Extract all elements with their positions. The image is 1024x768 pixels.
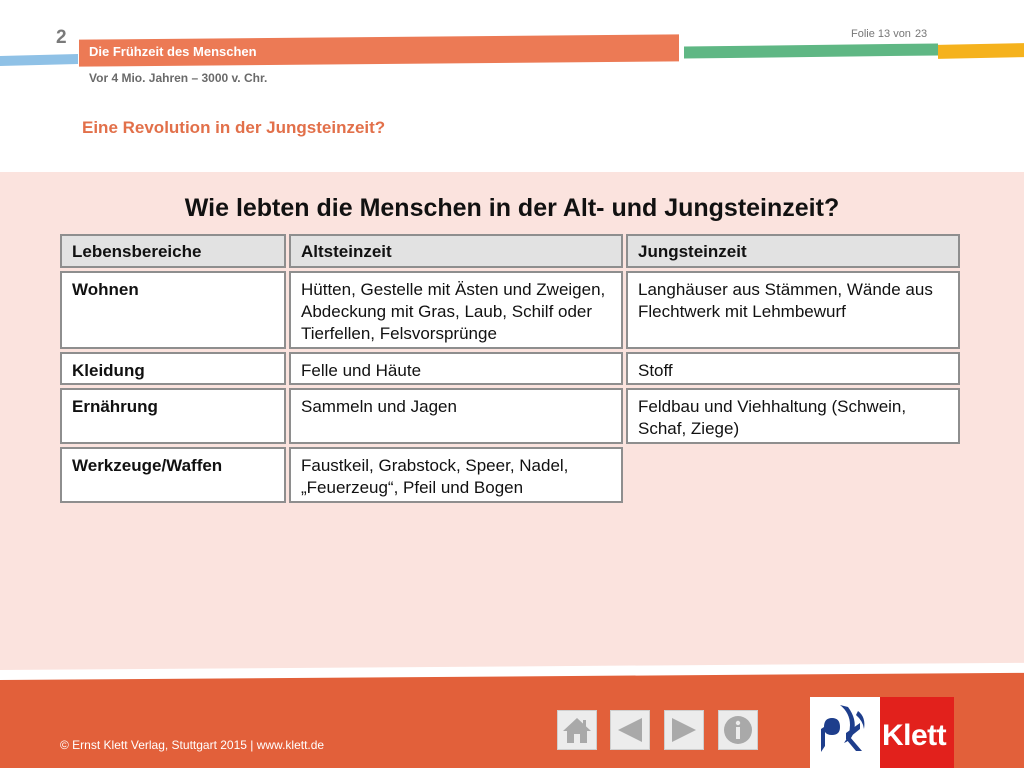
table-cell: Hütten, Gestelle mit Ästen und Zweigen, Abdeckung mit Gras, Laub, Schilf oder Tierfellen, Felsvorsprünge (289, 271, 623, 349)
home-button[interactable] (557, 710, 597, 750)
table-cell: Felle und Häute (289, 352, 623, 385)
table-header-cell: Altsteinzeit (289, 234, 623, 268)
previous-slide-button[interactable] (610, 710, 650, 750)
table-row (60, 352, 960, 385)
table-row (60, 271, 960, 349)
decorative-stripe-blue (0, 54, 78, 66)
table-cell: Sammeln und Jagen (289, 388, 623, 444)
slide-footer (0, 670, 1024, 768)
decorative-stripe-green (684, 43, 938, 58)
info-button[interactable] (718, 710, 758, 750)
next-slide-button[interactable] (664, 710, 704, 750)
time-period: Vor 4 Mio. Jahren – 3000 v. Chr. (89, 71, 268, 85)
table-header-row (60, 234, 960, 268)
slide-counter-label: Folie 13 von (851, 28, 911, 40)
home-icon (561, 715, 593, 745)
slide-counter (851, 28, 931, 40)
table-cell-category: Wohnen (60, 271, 286, 349)
slide-content (0, 172, 1024, 670)
table-cell-category: Ernährung (60, 388, 286, 444)
comparison-table (60, 234, 960, 506)
arrow-right-icon (668, 715, 700, 745)
arrow-left-icon (614, 715, 646, 745)
copyright-text: © Ernst Klett Verlag, Stuttgart 2015 | www.klett.de (60, 738, 325, 752)
table-cell-category: Kleidung (60, 352, 286, 385)
table-header-cell: Lebensbereiche (60, 234, 286, 268)
decorative-stripe-yellow (938, 43, 1024, 59)
chapter-title: Die Frühzeit des Menschen (89, 44, 257, 59)
klett-logo-text: Klett (882, 719, 947, 752)
slide-header (0, 0, 1024, 172)
table-cell: Langhäuser aus Stämmen, Wände aus Flechtwerk mit Lehmbewurf (626, 271, 960, 349)
table-cell-category: Werkzeuge/Waffen (60, 447, 286, 503)
page-title: Wie lebten die Menschen in der Alt- und Jungsteinzeit? (184, 194, 840, 222)
table-cell-empty (626, 447, 960, 503)
table-row (60, 388, 960, 444)
table-header-cell: Jungsteinzeit (626, 234, 960, 268)
klett-logo-mark (810, 697, 880, 768)
info-icon (722, 714, 754, 746)
table-cell: Stoff (626, 352, 960, 385)
table-cell: Feldbau und Viehhaltung (Schwein, Schaf, Ziege) (626, 388, 960, 444)
subtopic-title: Eine Revolution in der Jungsteinzeit? (82, 118, 386, 137)
chapter-number: 2 (56, 27, 67, 48)
klett-logo (810, 697, 954, 768)
table-row (60, 447, 960, 503)
table-cell: Faustkeil, Grabstock, Speer, Nadel, „Feuerzeug“, Pfeil und Bogen (289, 447, 623, 503)
slide-counter-total: 23 (914, 28, 928, 40)
